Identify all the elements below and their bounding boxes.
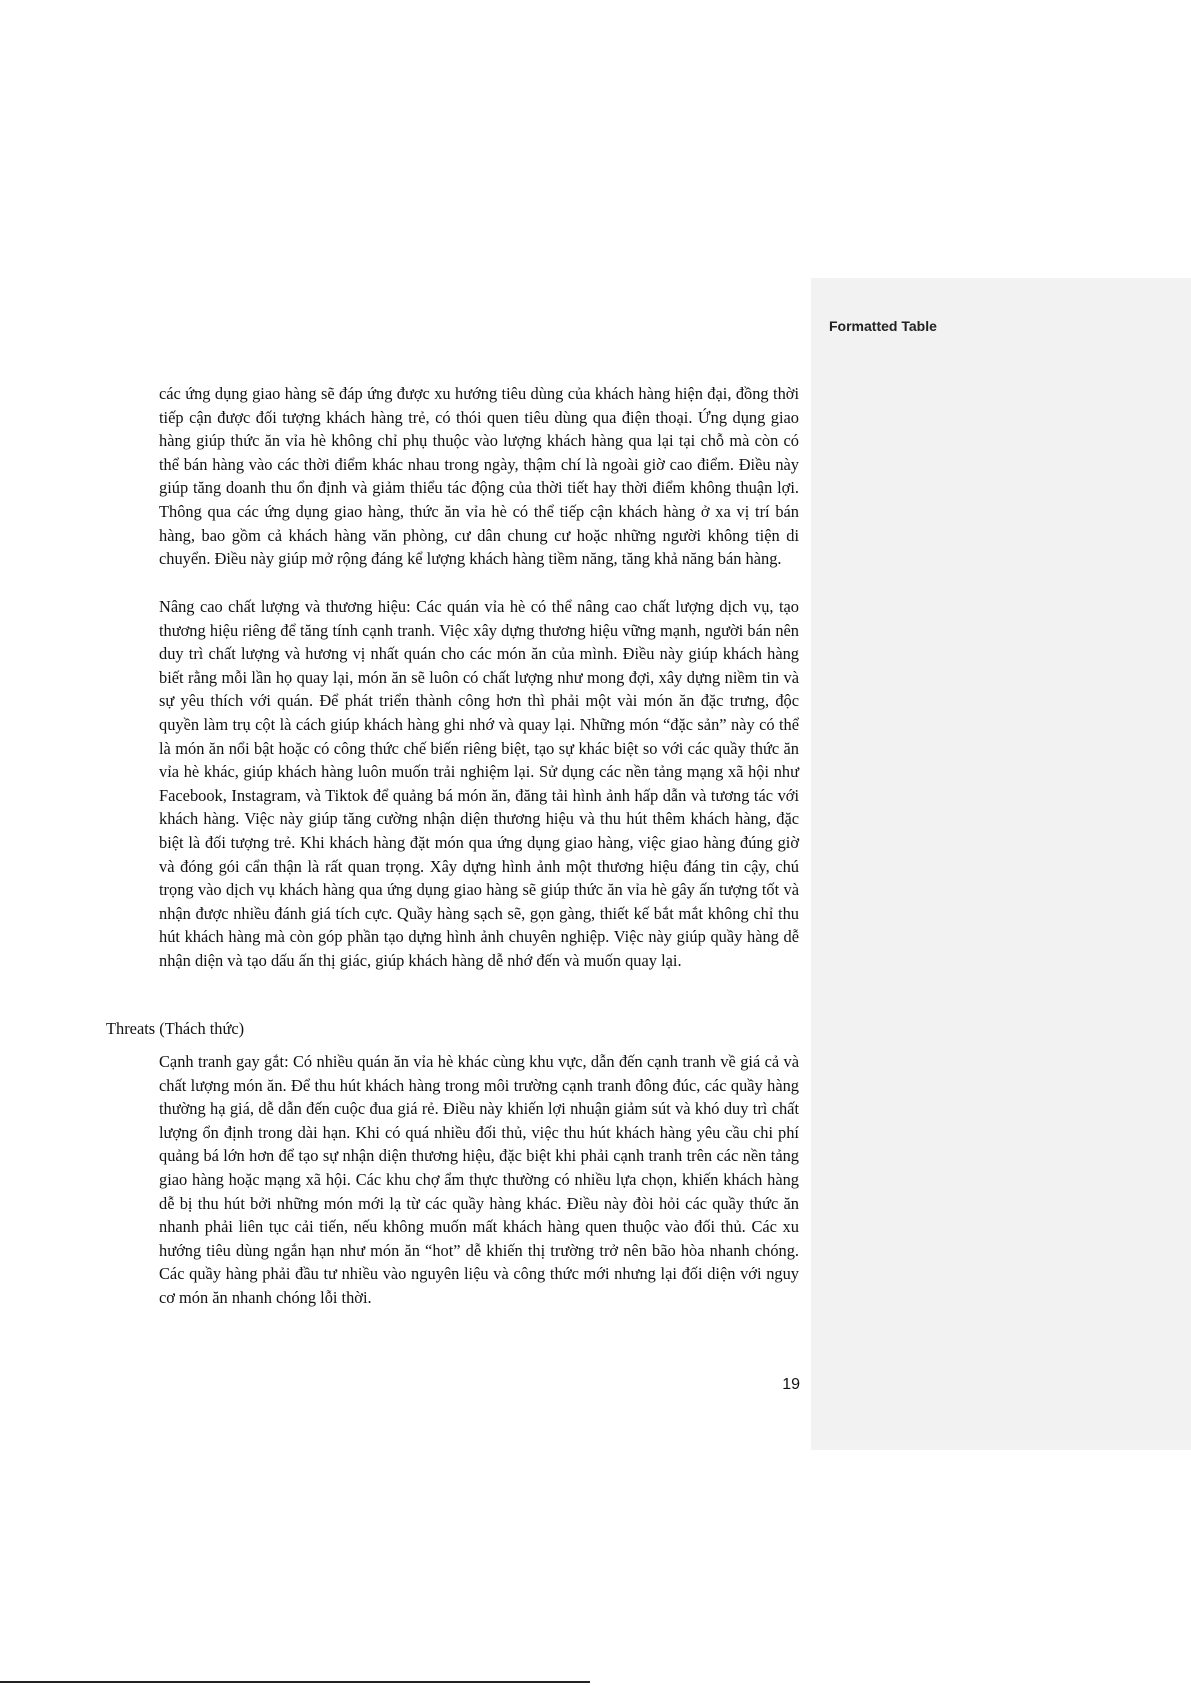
paragraph-competition: Cạnh tranh gay gắt: Có nhiều quán ăn vỉa hè khác cùng khu vực, dẫn đến cạnh tranh về giá cả và chất lượng món ăn. Để thu hút khách hàng trong môi trường cạnh tranh đông đúc, các quầy hàng thường hạ giá, dễ dẫn đến cuộc đua giá rẻ. Điều này khiến lợi nhuận giảm sút và khó duy trì chất lượng ổn định trong dài hạn. Khi có quá nhiều đối thủ, việc thu hút khách hàng yêu cầu chi phí quảng bá lớn hơn để tạo sự nhận diện thương hiệu, đặc biệt khi phải cạnh tranh trên các nền tảng giao hàng hoặc mạng xã hội. Các khu chợ ẩm thực thường có nhiều lựa chọn, khiến khách hàng dễ bị thu hút bởi những món mới lạ từ các quầy hàng khác. Điều này đòi hỏi các quầy thức ăn nhanh phải liên tục cải tiến, nếu không muốn mất khách hàng quen thuộc vào đối thủ. Các xu hướng tiêu dùng ngắn hạn như món ăn “hot” dễ khiến thị trường trở nên bão hòa nhanh chóng. Các quầy hàng phải đầu tư nhiều vào nguyên liệu và công thức mới nhưng lại đối diện với nguy cơ món ăn nhanh chóng lỗi thời. (159, 1052, 799, 1307)
threats-heading: Threats (Thách thức) (106, 1019, 245, 1038)
formatted-table-label: Formatted Table (829, 318, 937, 334)
footer-rule (0, 1681, 590, 1683)
page-number: 19 (782, 1376, 800, 1393)
paragraph-quality-brand: Nâng cao chất lượng và thương hiệu: Các quán vỉa hè có thể nâng cao chất lượng dịch vụ, tạo thương hiệu riêng để tăng tính cạnh tranh. Việc xây dựng thương hiệu vững mạnh, người bán nên duy trì chất lượng và hương vị nhất quán cho các món ăn của mình. Điều này giúp khách hàng biết rằng mỗi lần họ quay lại, món ăn sẽ luôn có chất lượng như mong đợi, xây dựng niềm tin và sự yêu thích với quán. Để phát triển thành công hơn thì phải một vài món ăn đặc trưng, độc quyền làm trụ cột là cách giúp khách hàng ghi nhớ và quay lại. Những món “đặc sản” này có thể là món ăn nổi bật hoặc có công thức chế biến riêng biệt, tạo sự khác biệt so với các quầy thức ăn vỉa hè khác, giúp khách hàng luôn muốn trải nghiệm lại. Sử dụng các nền tảng mạng xã hội như Facebook, Instagram, và Tiktok để quảng bá món ăn, đăng tải hình ảnh hấp dẫn và tương tác với khách hàng. Việc này giúp tăng cường nhận diện thương hiệu và thu hút thêm khách hàng, đặc biệt là đối tượng trẻ. Khi khách hàng đặt món qua ứng dụng giao hàng, việc giao hàng đúng giờ và đóng gói cẩn thận là rất quan trọng. Xây dựng hình ảnh một thương hiệu đáng tin cậy, chú trọng vào dịch vụ khách hàng qua ứng dụng giao hàng sẽ giúp thức ăn vỉa hè gây ấn tượng tốt và nhận được nhiều đánh giá tích cực. Quầy hàng sạch sẽ, gọn gàng, thiết kế bắt mắt không chỉ thu hút khách hàng mà còn góp phần tạo dựng hình ảnh chuyên nghiệp. Việc này giúp quầy hàng dễ nhận diện và tạo dấu ấn thị giác, giúp khách hàng dễ nhớ đến và muốn quay lại. (159, 597, 799, 970)
paragraph-delivery-apps: các ứng dụng giao hàng sẽ đáp ứng được xu hướng tiêu dùng của khách hàng hiện đại, đồng thời tiếp cận được đối tượng khách hàng trẻ, có thói quen tiêu dùng qua điện thoại. Ứng dụng giao hàng giúp thức ăn vỉa hè không chỉ phụ thuộc vào lượng khách hàng qua lại tại chỗ mà còn có thể bán hàng vào các thời điểm khác nhau trong ngày, thậm chí là ngoài giờ cao điểm. Điều này giúp tăng doanh thu ổn định và giảm thiểu tác động của thời tiết hay thời điểm không thuận lợi. Thông qua các ứng dụng giao hàng, thức ăn vỉa hè có thể tiếp cận khách hàng ở xa vị trí bán hàng, bao gồm cả khách hàng văn phòng, cư dân chung cư hoặc những người không tiện di chuyển. Điều này giúp mở rộng đáng kể lượng khách hàng tiềm năng, tăng khả năng bán hàng. (159, 384, 799, 569)
comment-pane (811, 278, 1191, 1450)
